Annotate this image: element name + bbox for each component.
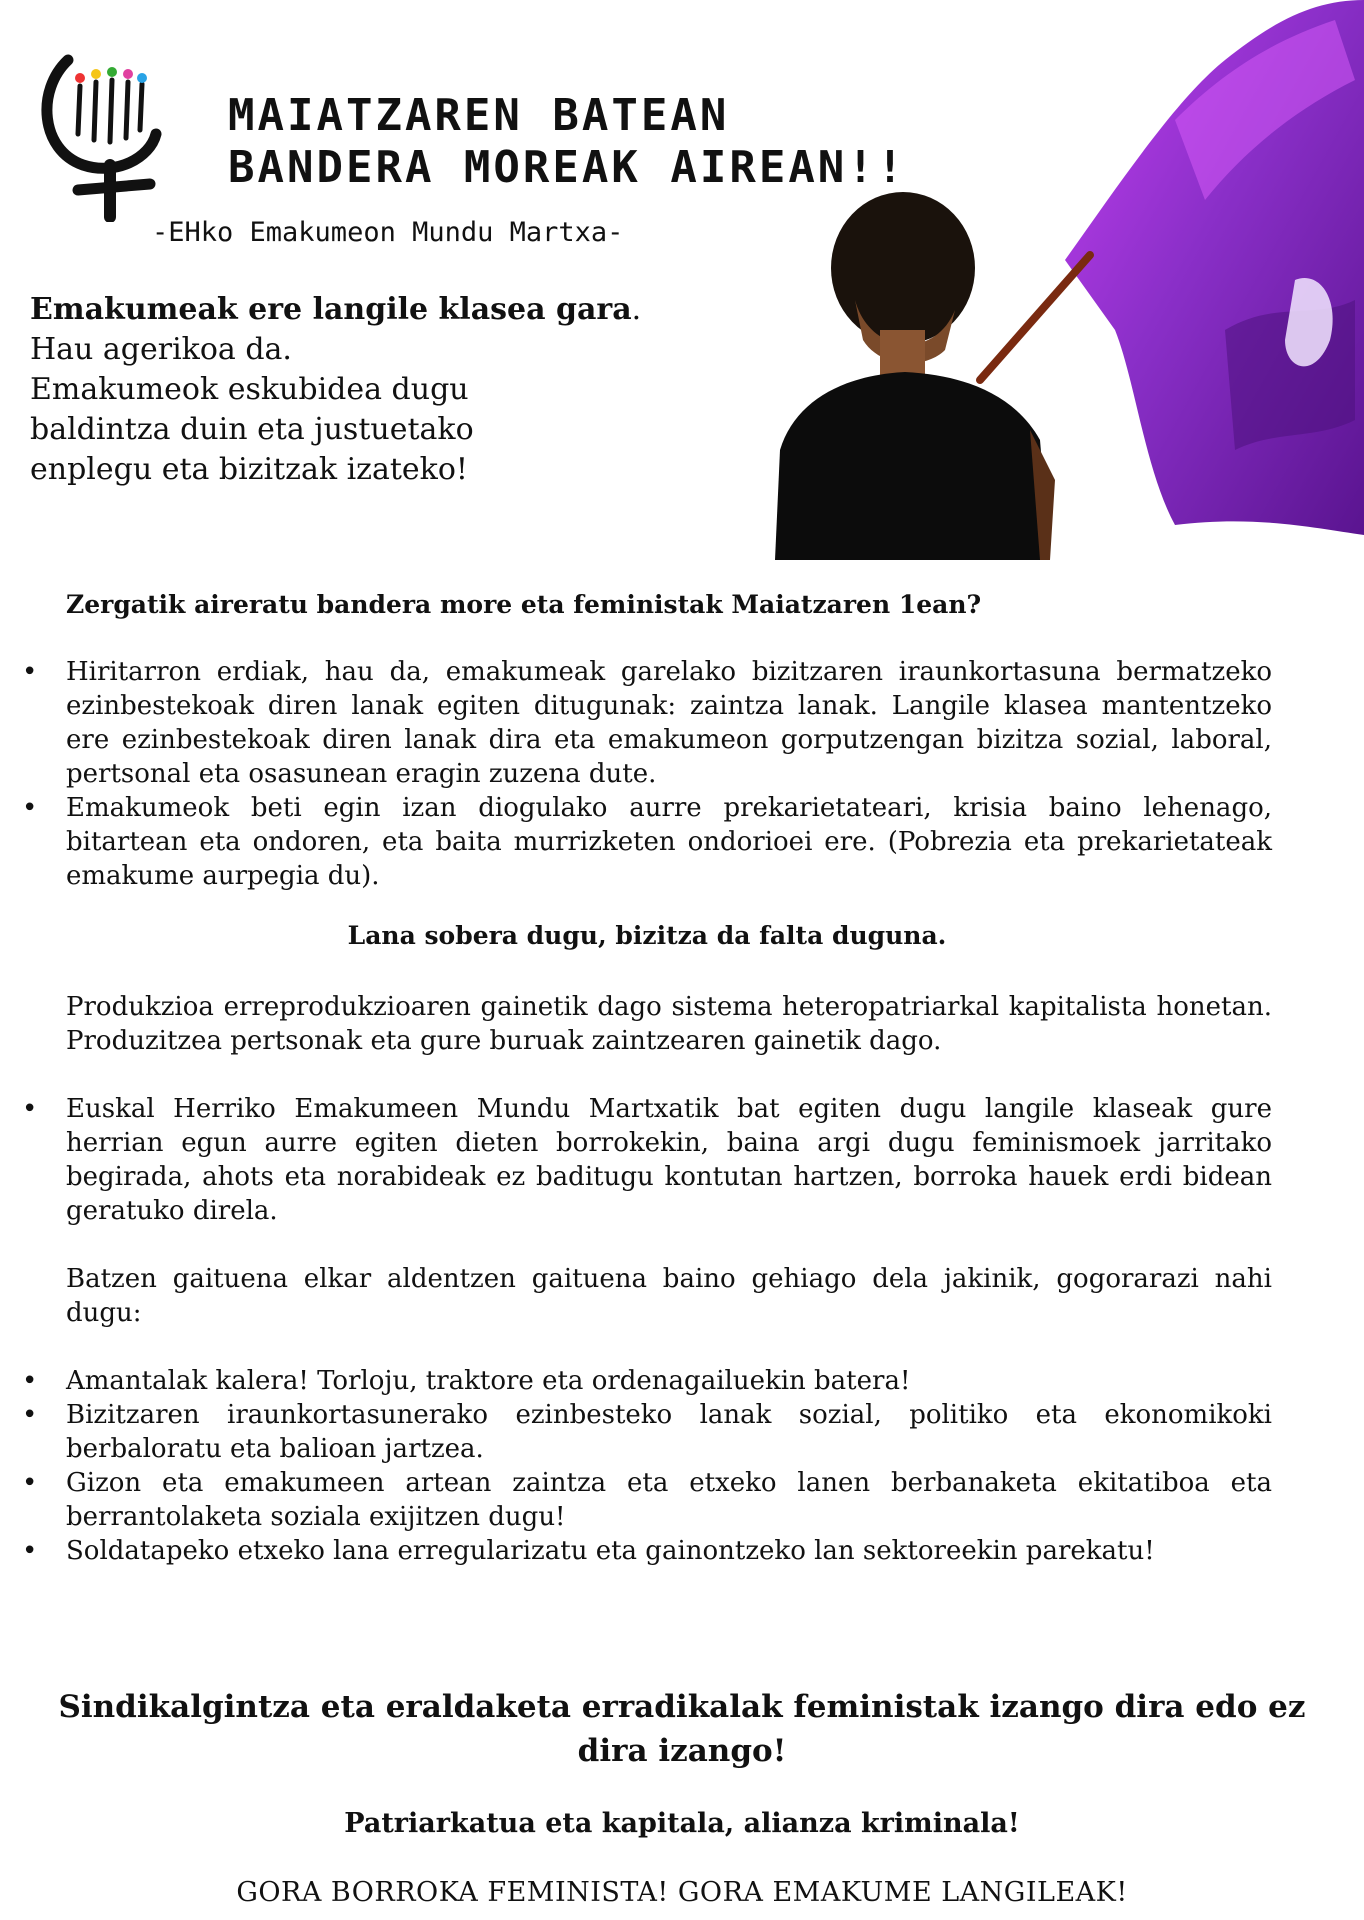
intro-lead-end: . <box>631 292 642 327</box>
closing-statement: Sindikalgintza eta eraldaketa erradikalak feministak izango dira edo ez dira izango! <box>58 1689 1306 1769</box>
title-line-2: BANDERA MOREAK AIREAN!! <box>228 142 907 193</box>
list-item: • Soldatapeko etxeko lana erregularizatu eta gainontzeko lan sektoreekin parekatu! <box>22 1534 1272 1568</box>
intro-block <box>30 290 730 490</box>
solidarity-list <box>22 1092 1272 1228</box>
list-item: • Emakumeok beti egin izan diogulako aurre prekarietateari, krisia baino lehenago, bitartean eta ondoren, eta baita murrizketen ondorioei ere. (Pobrezia eta prekarietateak emakume aurpegia du). <box>22 791 1272 893</box>
intro-line: Emakumeok eskubidea dugu <box>30 372 469 407</box>
list-item: • Hiritarron erdiak, hau da, emakumeak garelako bizitzaren iraunkortasuna bermatzeko ezinbestekoak diren lanak egiten ditugunak: zaintza lanak. Langile klasea mantentzeko ere ezinbestekoak diren lanak dira eta emakumeon gorputzengan bizitza sozial, laboral, pertsonal eta osasunean eragin zuzena dute. <box>22 655 1272 791</box>
woman-with-purple-flag-image <box>755 0 1364 560</box>
list-item: • Bizitzaren iraunkortasunerako ezinbesteko lanak sozial, politiko eta ekonomikoki berbaloratu eta balioan jartzea. <box>22 1398 1272 1466</box>
poster-subtitle: -EHko Emakumeon Mundu Martxa- <box>152 217 624 248</box>
main-content <box>22 590 1272 1568</box>
list-item: • Amantalak kalera! Torloju, traktore eta ordenagailuekin batera! <box>22 1364 1272 1398</box>
demands-list <box>22 1364 1272 1568</box>
intro-lead: Emakumeak ere langile klasea gara <box>30 292 632 327</box>
intro-line: baldintza duin eta justuetako <box>30 412 474 447</box>
final-slogan: GORA BORROKA FEMINISTA! GORA EMAKUME LANGILEAK! <box>236 1877 1128 1908</box>
intro-line: Hau agerikoa da. <box>30 332 292 367</box>
paragraph-unity: Batzen gaituena elkar aldentzen gaituena baino gehiago dela jakinik, gogorarazi nahi dugu: <box>66 1264 1272 1328</box>
person-head <box>831 192 975 344</box>
list-item: • Gizon eta emakumeen artean zaintza eta etxeko lanen berbanaketa ekitatiboa eta berrantolaketa soziala exijitzen dugu! <box>22 1466 1272 1534</box>
list-item: • Euskal Herriko Emakumeen Mundu Martxatik bat egiten dugu langile klaseak gure herrian egun aurre egiten dieten borrokekin, baina argi dugu feminismoek jarritako begirada, ahots eta norabideak ez baditugu kontutan hartzen, borroka hauek erdi bidean geratuko direla. <box>22 1092 1272 1228</box>
closing-slogan: Patriarkatua eta kapitala, alianza kriminala! <box>344 1808 1020 1839</box>
section-heading-why: Zergatik aireratu bandera more eta feministak Maiatzaren 1ean? <box>66 590 982 619</box>
intro-line: enplegu eta bizitzak izateko! <box>30 452 468 487</box>
person-body <box>775 372 1050 560</box>
title-line-1: MAIATZAREN BATEAN <box>228 90 730 141</box>
paragraph-production: Produkzioa erreprodukzioaren gainetik dago sistema heteropatriarkal kapitalista honetan. Produzitzea pertsonak eta gure buruak zaintzearen gainetik dago. <box>66 992 1272 1056</box>
section-heading-work: Lana sobera dugu, bizitza da falta duguna. <box>347 921 947 950</box>
feminist-symbol-logo <box>38 22 188 222</box>
reasons-list <box>22 655 1272 893</box>
